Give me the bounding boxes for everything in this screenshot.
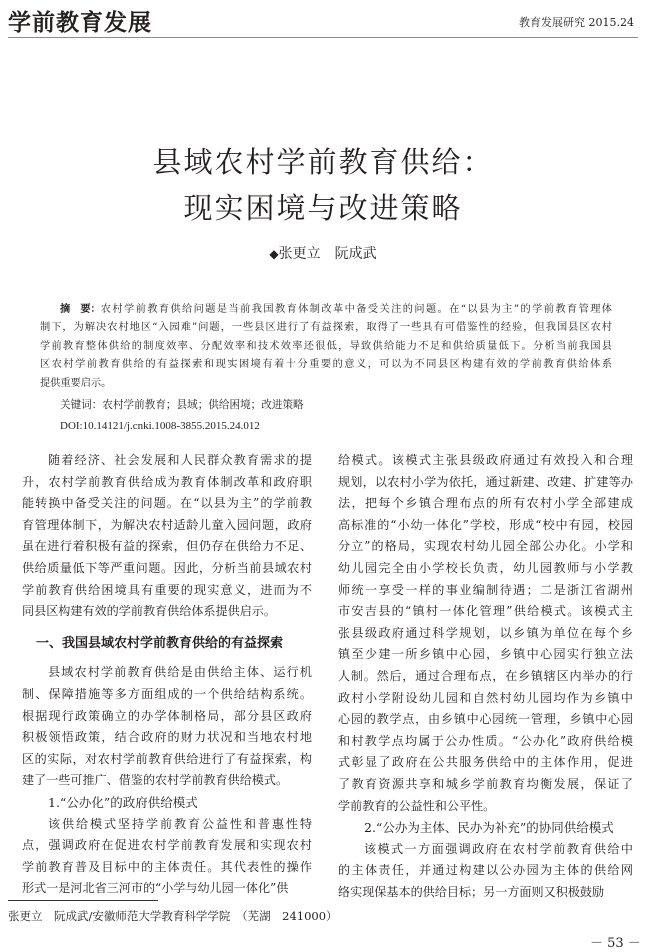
paragraph-line: 根据现行政策确立的办学体制格局，部分县区政府 [22, 708, 312, 723]
paragraph-line: 建了一些可推广、借鉴的农村学前教育供给模式。 [22, 773, 289, 788]
abstract-first-line [40, 301, 612, 319]
page-number: － 53 － [590, 936, 641, 951]
authors [0, 243, 646, 263]
paragraph-line: 给模式。该模式主张县级政府通过有效投入和合理 [338, 453, 633, 467]
paragraph-line: 镇至少建一所乡镇中心园，乡镇中心园实行独立法 [338, 647, 633, 662]
keywords-label: 关键词： [60, 399, 103, 411]
doi: DOI:10.14121/j.cnki.1008-3855.2015.24.012 [60, 420, 260, 432]
paragraph-line: 张县级政府通过科学规划，以乡镇为单位在每个乡 [338, 625, 633, 640]
paragraph-line: 幼儿园完全由小学校长负责，幼儿园教师与小学教 [338, 560, 633, 575]
paragraph-line: 络实现保基本的供给目标；另一方面则又积极鼓励 [338, 884, 605, 899]
paragraph-line: 育管理体制下，为解决农村适龄儿童入园问题，政府 [22, 517, 312, 532]
subsection-heading: 2.“公办为主体、民办为补充”的协同供给模式 [364, 820, 614, 836]
paragraph-line: 学前教育供给困境具有重要的现实意义，进而为不 [22, 582, 312, 597]
paragraph-line: 了教育资源共享和城乡学前教育均衡发展，保证了 [338, 776, 633, 791]
paragraph-line: 的主体责任，并通过构建以公办园为主体的供给网 [338, 863, 633, 878]
paragraph-line: 该供给模式坚持学前教育公益性和普惠性特 [48, 816, 312, 831]
paragraph-line: 制、保障措施等多方面组成的一个供给结构系统。 [22, 686, 312, 701]
paragraph-line: 心园的教学点，由乡镇中心园统一管理，乡镇中心园 [338, 712, 633, 727]
paragraph-line: 式彰显了政府在公共服务供给中的主体作用，促进 [338, 755, 633, 770]
author-affiliation-footnote: 张更立 阮成武/安徽师范大学教育科学学院 （芜湖 241000） [8, 909, 338, 923]
paragraph-line: 区的实际，对农村学前教育供给进行了有益探索，构 [22, 751, 312, 766]
article-title-line2: 现实困境与改进策略 [183, 191, 463, 225]
paragraph-line: 积极领悟政策，结合政府的财力状况和当地农村地 [22, 730, 312, 745]
abstract-line: 学前教育整体供给的制度效率、分配效率和技术效率还很低，导致供给能力不足和供给质量低下。分析当前我国县 [40, 340, 612, 352]
paragraph-line: 县域农村学前教育供给是由供给主体、运行机 [48, 665, 312, 680]
author-names: 张更立 阮成武 [278, 246, 377, 262]
abstract-line: 制下，为解决农村地区“入园难”问题，一些县区进行了有益探索，取得了一些具有可借鉴性的经验，但我国县区农村 [40, 322, 612, 334]
paragraph-line: 师统一享受一样的事业编制待遇；二是浙江省湖州 [338, 582, 633, 597]
paragraph-line: 人制。然后，通过合理布点，在乡镇辖区内举办的行 [338, 668, 633, 683]
paragraph-line: 规划，以农村小学为依托，通过新建、改建、扩建等办 [338, 474, 633, 489]
article-title-line1: 县域农村学前教育供给： [152, 145, 494, 179]
keywords-text: 农村学前教育；县域；供给困境；改进策略 [102, 399, 304, 411]
paragraph-line: 学前教育的公益性和公平性。 [338, 798, 496, 813]
footnote-divider [8, 900, 158, 901]
paragraph-line: 该模式一方面强调政府在农村学前教育供给中 [364, 841, 633, 856]
paragraph-line: 升，农村学前教育供给成为教育体制改革和政府职 [22, 474, 312, 489]
paragraph-line: 点，强调政府在促进农村学前教育发展和实现农村 [22, 838, 312, 853]
paragraph-line: 学前教育普及目标中的主体责任。其代表性的操作 [22, 859, 312, 874]
author-marker-icon: ◆ [269, 247, 279, 261]
abstract-label: 摘 要： [60, 304, 101, 315]
paragraph-line: 供给质量低下等严重问题。因此，分析当前县域农村 [22, 560, 312, 575]
section-heading: 一、我国县域农村学前教育供给的有益探索 [36, 635, 284, 651]
left-column [22, 450, 312, 900]
right-column [338, 450, 633, 903]
paragraph-line: 法，把每个乡镇合理布点的所有农村小学全部建成 [338, 496, 633, 511]
paragraph-line: 和村教学点均属于公办性质。“公办化”政府供给模 [338, 733, 633, 748]
paragraph-line: 能转换中备受关注的问题。在“以县为主”的学前教 [22, 496, 312, 511]
paragraph-line: 市安吉县的“镇村一体化管理”供给模式。该模式主 [338, 604, 633, 619]
paragraph-line: 高标准的“小幼一体化”学校，形成“校中有园，校园 [338, 517, 633, 532]
abstract [40, 301, 612, 393]
abstract-line: 区农村学前教育供给的有益探索和现实困境有着十分重要的意义，可以为不同县区构建有效的学前教育供给体系 [40, 359, 612, 371]
journal-issue: 教育发展研究 2015.24 [519, 16, 634, 29]
abstract-line: 农村学前教育供给问题是当前我国教育体制改革中备受关注的问题。在“以县为主”的学前教育管理体 [100, 304, 612, 315]
subsection-heading: 1.“公办化”的政府供给模式 [48, 794, 198, 810]
abstract-line: 提供重要启示。 [40, 377, 112, 389]
paragraph-line: 随着经济、社会发展和人民群众教育需求的提 [48, 453, 312, 467]
keywords [60, 397, 304, 412]
paragraph-line: 虽在进行着积极有益的探索，但仍存在供给力不足、 [22, 539, 312, 554]
paragraph-line: 分立”的格局，实现农村幼儿园全部公办化。小学和 [338, 539, 633, 554]
header-divider [8, 37, 638, 38]
paragraph-line: 政村小学附设幼儿园和自然村幼儿园均作为乡镇中 [338, 690, 633, 705]
journal-section-title: 学前教育发展 [8, 9, 152, 36]
paragraph-line: 同县区构建有效的学前教育供给体系提供启示。 [22, 604, 276, 619]
paragraph-line: 形式一是河北省三河市的“小学与幼儿园一体化”供 [22, 881, 289, 896]
